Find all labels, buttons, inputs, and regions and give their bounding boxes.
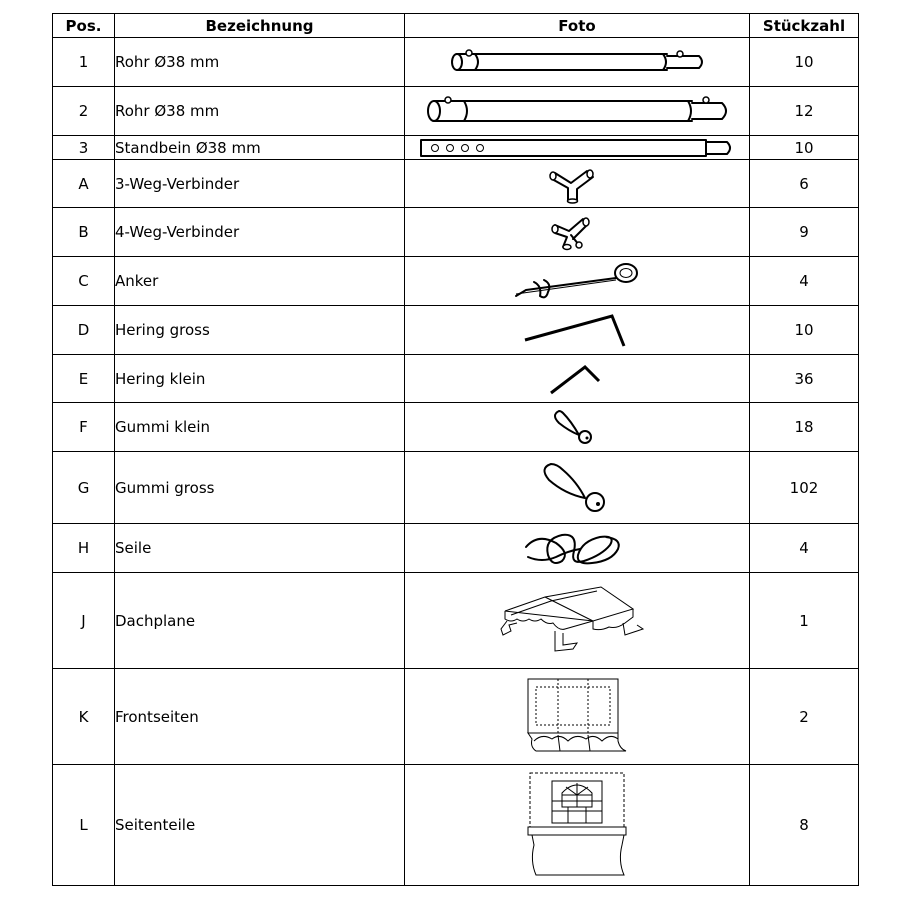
table-row — [53, 573, 859, 669]
row-qty: 36 — [750, 355, 859, 403]
leg-pole-icon — [417, 137, 737, 159]
row-name: Frontseiten — [115, 669, 405, 765]
row-pos: A — [53, 160, 115, 208]
peg-small-icon — [547, 361, 607, 397]
row-name: Gummi klein — [115, 403, 405, 452]
row-name: Dachplane — [115, 573, 405, 669]
row-qty: 12 — [750, 87, 859, 136]
table-row — [53, 257, 859, 306]
table-row — [53, 355, 859, 403]
table-header-row — [53, 14, 859, 38]
row-qty: 10 — [750, 136, 859, 160]
row-qty: 2 — [750, 669, 859, 765]
row-pos: H — [53, 524, 115, 573]
table-row — [53, 403, 859, 452]
row-name: Gummi gross — [115, 452, 405, 524]
row-qty: 6 — [750, 160, 859, 208]
roof-tarp-icon — [497, 579, 657, 663]
table-row — [53, 87, 859, 136]
row-photo — [405, 160, 750, 208]
row-photo — [405, 355, 750, 403]
row-pos: L — [53, 765, 115, 886]
anchor-icon — [512, 260, 642, 302]
row-pos: J — [53, 573, 115, 669]
row-photo — [405, 208, 750, 257]
row-pos: 2 — [53, 87, 115, 136]
row-name: Anker — [115, 257, 405, 306]
row-photo — [405, 136, 750, 160]
row-pos: K — [53, 669, 115, 765]
row-photo — [405, 257, 750, 306]
row-qty: 102 — [750, 452, 859, 524]
row-qty: 10 — [750, 306, 859, 355]
parts-list-table — [52, 13, 859, 886]
three-way-connector-icon — [547, 163, 607, 205]
row-pos: B — [53, 208, 115, 257]
four-way-connector-icon — [547, 211, 607, 253]
row-qty: 9 — [750, 208, 859, 257]
row-photo — [405, 669, 750, 765]
rope-icon — [522, 527, 632, 569]
row-name: Seile — [115, 524, 405, 573]
row-name: Standbein Ø38 mm — [115, 136, 405, 160]
row-qty: 8 — [750, 765, 859, 886]
header-name: Bezeichnung — [115, 14, 405, 38]
row-qty: 18 — [750, 403, 859, 452]
table-row — [53, 38, 859, 87]
table-row — [53, 208, 859, 257]
row-photo — [405, 87, 750, 136]
row-pos: C — [53, 257, 115, 306]
row-photo — [405, 765, 750, 886]
row-qty: 10 — [750, 38, 859, 87]
peg-large-icon — [522, 310, 632, 350]
row-pos: F — [53, 403, 115, 452]
tube-short-icon — [447, 48, 707, 76]
row-name: 4-Weg-Verbinder — [115, 208, 405, 257]
row-photo — [405, 573, 750, 669]
row-name: Hering klein — [115, 355, 405, 403]
rubber-small-icon — [549, 407, 605, 447]
side-wall-icon — [522, 771, 632, 879]
table-row — [53, 452, 859, 524]
row-pos: G — [53, 452, 115, 524]
row-qty: 4 — [750, 257, 859, 306]
row-photo — [405, 524, 750, 573]
table-row — [53, 524, 859, 573]
front-wall-icon — [522, 675, 632, 759]
rubber-large-icon — [539, 460, 615, 516]
row-qty: 1 — [750, 573, 859, 669]
table-row — [53, 765, 859, 886]
row-name: 3-Weg-Verbinder — [115, 160, 405, 208]
table-row — [53, 136, 859, 160]
tube-long-icon — [422, 96, 732, 126]
table-row — [53, 669, 859, 765]
row-name: Hering gross — [115, 306, 405, 355]
row-photo — [405, 452, 750, 524]
row-photo — [405, 38, 750, 87]
row-photo — [405, 306, 750, 355]
table-row — [53, 160, 859, 208]
row-name: Seitenteile — [115, 765, 405, 886]
row-pos: 1 — [53, 38, 115, 87]
header-photo: Foto — [405, 14, 750, 38]
row-pos: E — [53, 355, 115, 403]
row-pos: 3 — [53, 136, 115, 160]
row-name: Rohr Ø38 mm — [115, 38, 405, 87]
row-name: Rohr Ø38 mm — [115, 87, 405, 136]
row-photo — [405, 403, 750, 452]
row-pos: D — [53, 306, 115, 355]
row-qty: 4 — [750, 524, 859, 573]
table-row — [53, 306, 859, 355]
header-pos: Pos. — [53, 14, 115, 38]
header-qty: Stückzahl — [750, 14, 859, 38]
